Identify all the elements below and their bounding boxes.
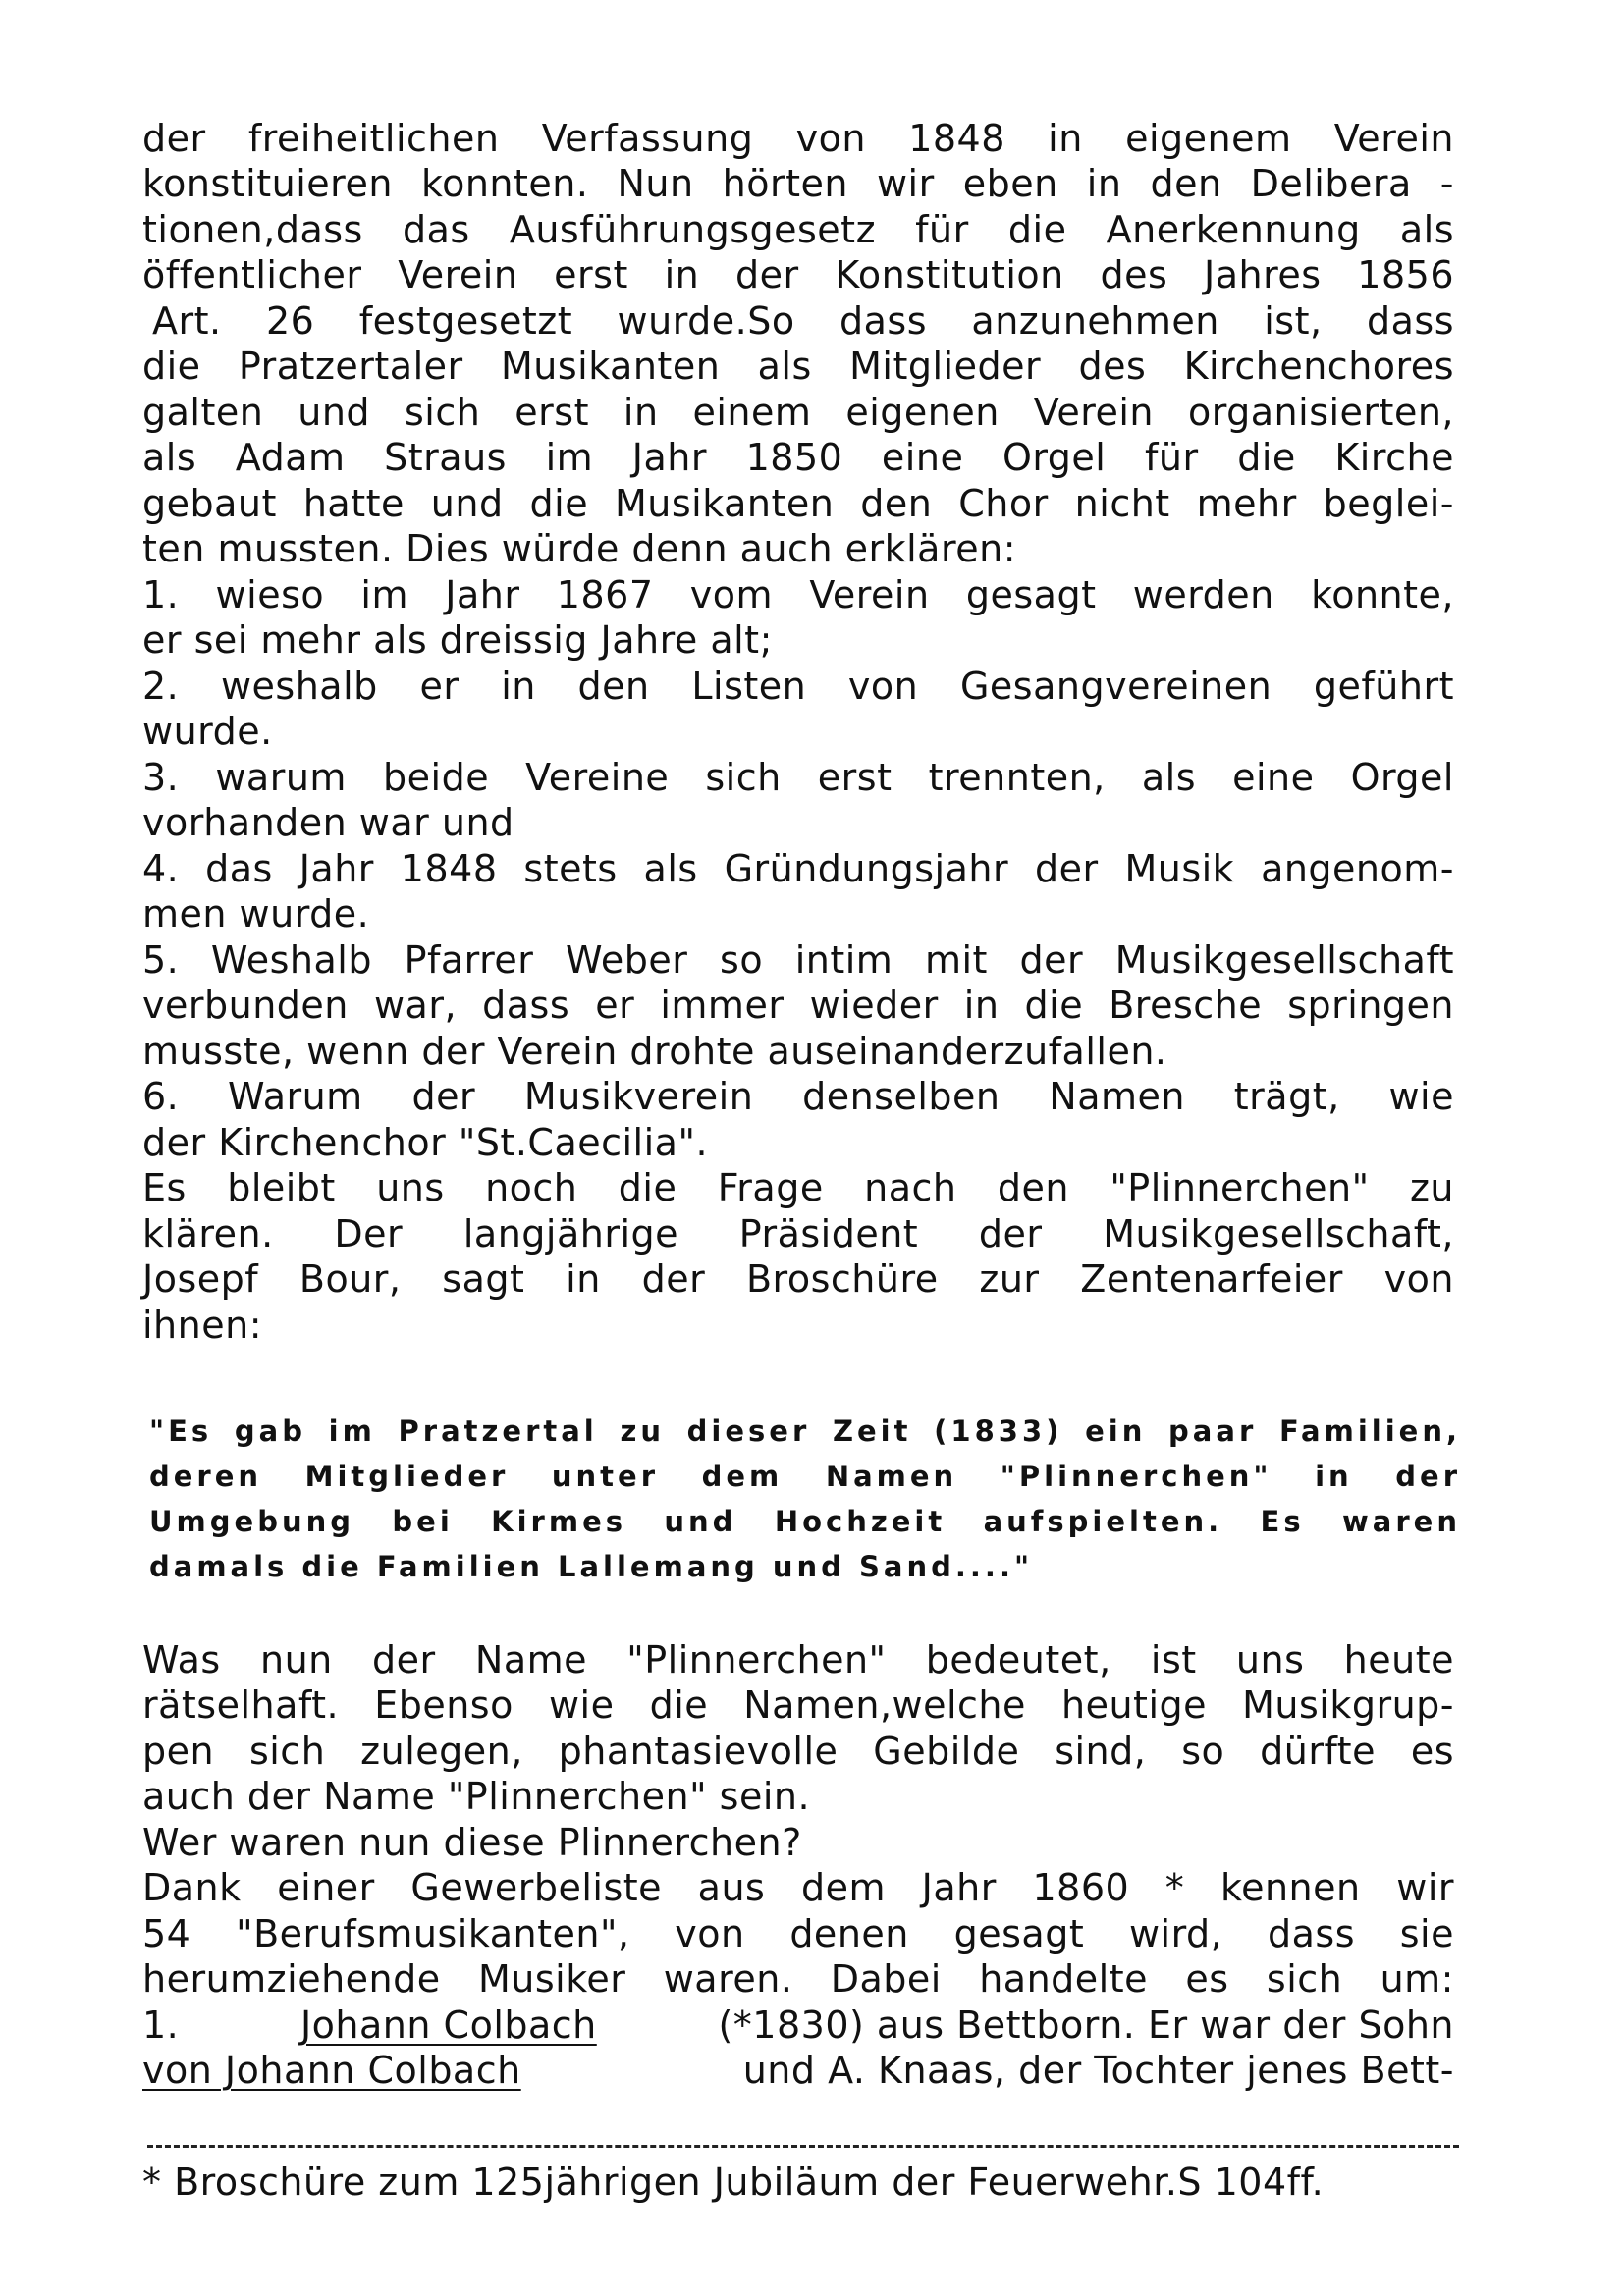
text-line: pen sich zulegen, phantasievolle Gebilde sind, so dürfte es xyxy=(142,1730,1454,1773)
item-number: 1. xyxy=(142,2003,180,2047)
list-item-continued xyxy=(142,2048,1454,2093)
footnote: * Broschüre zum 125jährigen Jubiläum der Feuerwehr.S 104ff. xyxy=(142,2161,1325,2204)
text-line: als Adam Straus im Jahr 1850 eine Orgel für die Kirche xyxy=(142,436,1454,479)
text-line: die Pratzertaler Musikanten als Mitglieder des Kirchenchores xyxy=(142,345,1454,388)
text-line: klären. Der langjährige Präsident der Musikgesellschaft, xyxy=(142,1212,1454,1255)
text-line: tionen,dass das Ausführungsgesetz für die Anerkennung als xyxy=(142,208,1454,251)
text-line: 5. Weshalb Pfarrer Weber so intim mit der Musikgesellschaft xyxy=(142,938,1454,982)
text-line: men wurde. xyxy=(142,892,370,935)
text-line: 1. wieso im Jahr 1867 vom Verein gesagt werden konnte, xyxy=(142,573,1454,616)
text-line: ihnen: xyxy=(142,1304,262,1347)
text-line: Wer waren nun diese Plinnerchen? xyxy=(142,1821,802,1864)
text-line: rätselhaft. Ebenso wie die Namen,welche heutige Musikgrup- xyxy=(142,1683,1454,1727)
text-line: 2. weshalb er in den Listen von Gesangvereinen geführt xyxy=(142,665,1454,708)
list-item xyxy=(142,2002,1454,2048)
text-line: auch der Name "Plinnerchen" sein. xyxy=(142,1775,811,1818)
quote-line: deren Mitglieder unter dem Namen "Plinnerchen" in der xyxy=(149,1460,1461,1493)
text-line: verbunden war, dass er immer wieder in die Bresche springen xyxy=(142,984,1454,1027)
text-line: 4. das Jahr 1848 stets als Gründungsjahr der Musik angenom- xyxy=(142,847,1454,890)
text-line: musste, wenn der Verein drohte auseinanderzufallen. xyxy=(142,1030,1167,1073)
text-line: Was nun der Name "Plinnerchen" bedeutet, ist uns heute xyxy=(142,1638,1454,1682)
item-text: und A. Knaas, der Tochter jenes Bett- xyxy=(742,2049,1454,2092)
text-line: öffentlicher Verein erst in der Konstitution des Jahres 1856 xyxy=(142,253,1454,296)
text-line: gebaut hatte und die Musikanten den Chor nicht mehr beglei- xyxy=(142,482,1454,525)
text-line: vorhanden war und xyxy=(142,801,514,844)
text-line: 3. warum beide Vereine sich erst trennten, als eine Orgel xyxy=(142,756,1454,799)
footnote-separator xyxy=(147,2145,1459,2148)
quote-line: "Es gab im Pratzertal zu dieser Zeit (1833) ein paar Familien, xyxy=(149,1415,1461,1448)
text-line: Art. 26 festgesetzt wurde.So dass anzunehmen ist, dass xyxy=(152,299,1454,343)
text-line: wurde. xyxy=(142,710,273,753)
underlined-name: Johann Colbach xyxy=(299,2003,597,2047)
item-text: (*1830) aus Bettborn. Er war der Sohn xyxy=(718,2003,1454,2047)
text-line: ten mussten. Dies würde denn auch erklären: xyxy=(142,527,1017,570)
text-line: 6. Warum der Musikverein denselben Namen trägt, wie xyxy=(142,1075,1454,1118)
quote-line: damals die Familien Lallemang und Sand...." xyxy=(149,1550,1034,1583)
text-line: der Kirchenchor "St.Caecilia". xyxy=(142,1121,709,1164)
text-line: der freiheitlichen Verfassung von 1848 in eigenem Verein xyxy=(142,117,1454,160)
text-line: herumziehende Musiker waren. Dabei handelte es sich um: xyxy=(142,1957,1454,2001)
quote-line: Umgebung bei Kirmes und Hochzeit aufspielten. Es waren xyxy=(149,1505,1461,1538)
text-line: Dank einer Gewerbeliste aus dem Jahr 1860 * kennen wir xyxy=(142,1866,1454,1909)
text-line: Josepf Bour, sagt in der Broschüre zur Zentenarfeier von xyxy=(142,1257,1454,1301)
text-line: Es bleibt uns noch die Frage nach den "Plinnerchen" zu xyxy=(142,1166,1454,1209)
underlined-name: von Johann Colbach xyxy=(142,2049,521,2092)
text-line: galten und sich erst in einem eigenen Verein organisierten, xyxy=(142,391,1454,434)
text-line: 54 "Berufsmusikanten", von denen gesagt wird, dass sie xyxy=(142,1912,1454,1955)
text-line: konstituieren konnten. Nun hörten wir eben in den Delibera - xyxy=(142,162,1454,205)
text-line: er sei mehr als dreissig Jahre alt; xyxy=(142,618,773,662)
